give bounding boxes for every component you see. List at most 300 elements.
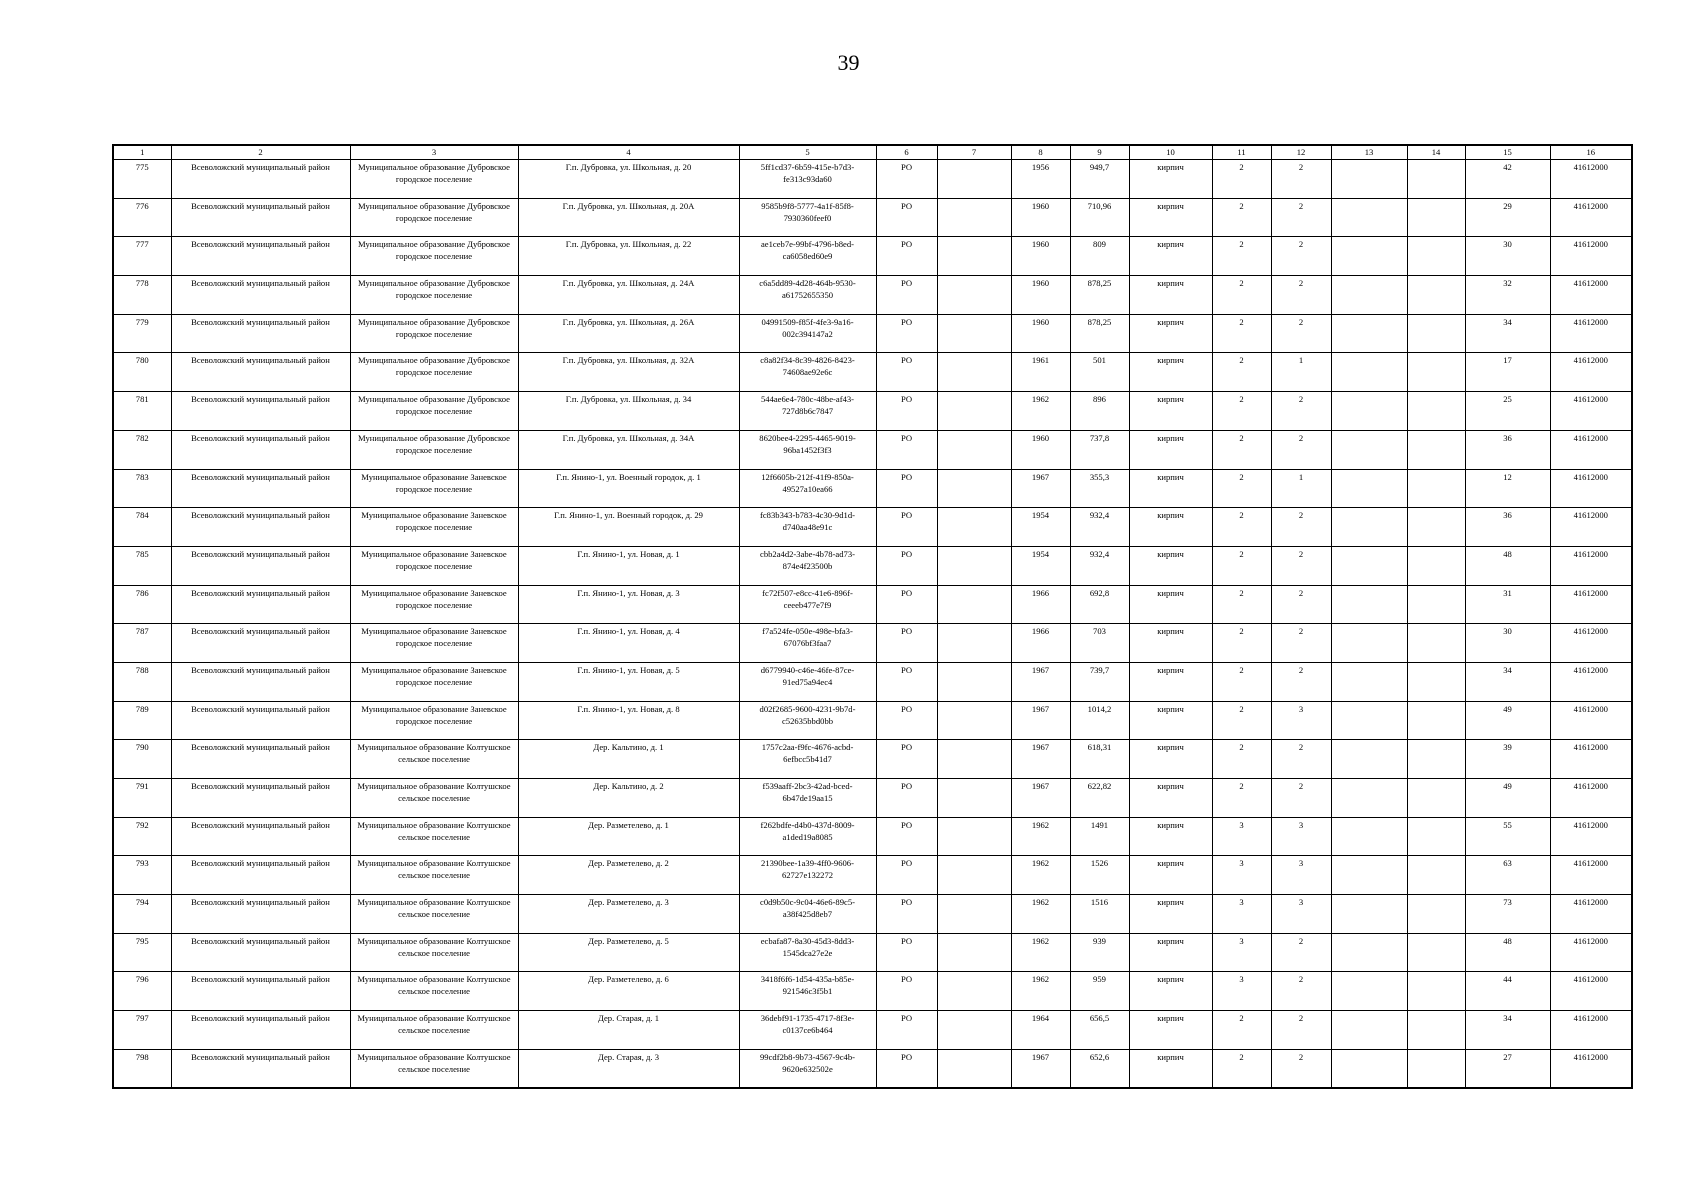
cell-management-type: РО [876, 353, 937, 392]
table-row [113, 237, 1632, 276]
cell-management-type: РО [876, 237, 937, 276]
cell-floors-max: 1 [1271, 353, 1331, 392]
cell-address: Г.п. Дубровка, ул. Школьная, д. 34А [518, 430, 739, 469]
cell-floors-min: 2 [1212, 430, 1271, 469]
cell-col-14 [1407, 237, 1465, 276]
cell-col-14 [1407, 817, 1465, 856]
cell-management-type: РО [876, 779, 937, 818]
cell-district: Всеволожский муниципальный район [171, 856, 350, 895]
cell-house-guid: c6a5dd89-4d28-464b-9530-a61752655350 [739, 276, 876, 315]
cell-floors-max: 2 [1271, 508, 1331, 547]
cell-col-7 [937, 1049, 1011, 1088]
cell-house-guid: cbb2a4d2-3abe-4b78-ad73-874e4f23500b [739, 546, 876, 585]
cell-floors-max: 2 [1271, 624, 1331, 663]
cell-col-14 [1407, 585, 1465, 624]
cell-col-13 [1331, 856, 1407, 895]
cell-col-7 [937, 817, 1011, 856]
table-body [113, 160, 1632, 1089]
cell-management-type: РО [876, 469, 937, 508]
cell-district: Всеволожский муниципальный район [171, 160, 350, 199]
cell-row-number: 775 [113, 160, 171, 199]
cell-address: Дер. Разметелево, д. 1 [518, 817, 739, 856]
cell-municipality: Муниципальное образование Заневское городское поселение [350, 701, 518, 740]
cell-col-14 [1407, 353, 1465, 392]
cell-col-7 [937, 856, 1011, 895]
cell-district: Всеволожский муниципальный район [171, 276, 350, 315]
cell-row-number: 782 [113, 430, 171, 469]
cell-floors-max: 2 [1271, 779, 1331, 818]
cell-col-14 [1407, 1011, 1465, 1050]
column-header-11: 11 [1212, 145, 1271, 160]
cell-floors-min: 2 [1212, 701, 1271, 740]
page-number: 39 [837, 50, 860, 75]
cell-col-13 [1331, 624, 1407, 663]
cell-municipality: Муниципальное образование Колтушское сельское поселение [350, 740, 518, 779]
cell-municipality: Муниципальное образование Колтушское сельское поселение [350, 856, 518, 895]
table-row [113, 469, 1632, 508]
cell-wall-material: кирпич [1129, 817, 1212, 856]
cell-row-number: 781 [113, 392, 171, 431]
column-header-9: 9 [1070, 145, 1129, 160]
cell-year-built: 1954 [1011, 546, 1070, 585]
cell-district: Всеволожский муниципальный район [171, 817, 350, 856]
cell-floors-min: 2 [1212, 779, 1271, 818]
table-row [113, 508, 1632, 547]
cell-wall-material: кирпич [1129, 430, 1212, 469]
table-row [113, 546, 1632, 585]
cell-floors-max: 1 [1271, 469, 1331, 508]
cell-col-13 [1331, 160, 1407, 199]
column-header-12: 12 [1271, 145, 1331, 160]
cell-year-built: 1966 [1011, 624, 1070, 663]
cell-row-number: 792 [113, 817, 171, 856]
cell-district: Всеволожский муниципальный район [171, 237, 350, 276]
cell-col-13 [1331, 276, 1407, 315]
cell-address: Г.п. Дубровка, ул. Школьная, д. 34 [518, 392, 739, 431]
cell-floors-min: 3 [1212, 895, 1271, 934]
cell-floors-max: 2 [1271, 198, 1331, 237]
cell-wall-material: кирпич [1129, 701, 1212, 740]
cell-oktmo: 41612000 [1550, 856, 1632, 895]
column-header-3: 3 [350, 145, 518, 160]
cell-management-type: РО [876, 817, 937, 856]
cell-oktmo: 41612000 [1550, 662, 1632, 701]
cell-year-built: 1967 [1011, 1049, 1070, 1088]
column-header-4: 4 [518, 145, 739, 160]
column-header-5: 5 [739, 145, 876, 160]
table-row [113, 585, 1632, 624]
cell-area: 896 [1070, 392, 1129, 431]
cell-municipality: Муниципальное образование Заневское городское поселение [350, 585, 518, 624]
cell-year-built: 1967 [1011, 740, 1070, 779]
cell-management-type: РО [876, 198, 937, 237]
cell-address: Г.п. Дубровка, ул. Школьная, д. 22 [518, 237, 739, 276]
cell-municipality: Муниципальное образование Дубровское городское поселение [350, 392, 518, 431]
cell-residents: 55 [1465, 817, 1550, 856]
cell-col-14 [1407, 1049, 1465, 1088]
cell-floors-max: 2 [1271, 662, 1331, 701]
cell-floors-max: 2 [1271, 430, 1331, 469]
cell-col-13 [1331, 430, 1407, 469]
cell-address: Дер. Кальтино, д. 2 [518, 779, 739, 818]
cell-management-type: РО [876, 546, 937, 585]
cell-address: Г.п. Дубровка, ул. Школьная, д. 24А [518, 276, 739, 315]
cell-col-13 [1331, 546, 1407, 585]
cell-floors-max: 2 [1271, 314, 1331, 353]
cell-floors-min: 2 [1212, 160, 1271, 199]
cell-management-type: РО [876, 430, 937, 469]
cell-district: Всеволожский муниципальный район [171, 1011, 350, 1050]
cell-municipality: Муниципальное образование Заневское городское поселение [350, 469, 518, 508]
cell-col-14 [1407, 933, 1465, 972]
cell-oktmo: 41612000 [1550, 624, 1632, 663]
cell-house-guid: 12f6605b-212f-41f9-850a-49527a10ea66 [739, 469, 876, 508]
cell-col-13 [1331, 353, 1407, 392]
cell-col-14 [1407, 198, 1465, 237]
cell-district: Всеволожский муниципальный район [171, 585, 350, 624]
cell-district: Всеволожский муниципальный район [171, 314, 350, 353]
cell-col-13 [1331, 469, 1407, 508]
cell-floors-max: 2 [1271, 276, 1331, 315]
cell-col-13 [1331, 779, 1407, 818]
column-header-13: 13 [1331, 145, 1407, 160]
cell-residents: 17 [1465, 353, 1550, 392]
cell-management-type: РО [876, 933, 937, 972]
cell-management-type: РО [876, 508, 937, 547]
table-row [113, 1049, 1632, 1088]
cell-oktmo: 41612000 [1550, 160, 1632, 199]
cell-col-7 [937, 546, 1011, 585]
cell-district: Всеволожский муниципальный район [171, 430, 350, 469]
cell-residents: 30 [1465, 624, 1550, 663]
cell-floors-min: 3 [1212, 972, 1271, 1011]
table-row [113, 895, 1632, 934]
cell-col-14 [1407, 469, 1465, 508]
cell-row-number: 788 [113, 662, 171, 701]
cell-management-type: РО [876, 392, 937, 431]
cell-col-7 [937, 701, 1011, 740]
cell-area: 1491 [1070, 817, 1129, 856]
cell-house-guid: f539aaff-2bc3-42ad-bced-6b47de19aa15 [739, 779, 876, 818]
cell-floors-min: 2 [1212, 392, 1271, 431]
cell-wall-material: кирпич [1129, 585, 1212, 624]
cell-row-number: 787 [113, 624, 171, 663]
cell-col-13 [1331, 972, 1407, 1011]
cell-house-guid: 99cdf2b8-9b73-4567-9c4b-9620e632502e [739, 1049, 876, 1088]
housing-registry-table [112, 144, 1633, 1089]
cell-floors-max: 3 [1271, 856, 1331, 895]
cell-municipality: Муниципальное образование Заневское городское поселение [350, 662, 518, 701]
cell-municipality: Муниципальное образование Дубровское городское поселение [350, 160, 518, 199]
column-header-2: 2 [171, 145, 350, 160]
cell-row-number: 786 [113, 585, 171, 624]
cell-oktmo: 41612000 [1550, 508, 1632, 547]
cell-municipality: Муниципальное образование Дубровское городское поселение [350, 430, 518, 469]
cell-residents: 34 [1465, 314, 1550, 353]
column-header-6: 6 [876, 145, 937, 160]
cell-municipality: Муниципальное образование Дубровское городское поселение [350, 237, 518, 276]
cell-year-built: 1962 [1011, 392, 1070, 431]
cell-address: Г.п. Дубровка, ул. Школьная, д. 20 [518, 160, 739, 199]
cell-col-14 [1407, 856, 1465, 895]
cell-house-guid: 36debf91-1735-4717-8f3e-c0137ce6b464 [739, 1011, 876, 1050]
cell-residents: 34 [1465, 1011, 1550, 1050]
cell-house-guid: f7a524fe-050e-498e-bfa3-67076bf3faa7 [739, 624, 876, 663]
cell-year-built: 1960 [1011, 276, 1070, 315]
cell-address: Дер. Старая, д. 3 [518, 1049, 739, 1088]
cell-area: 939 [1070, 933, 1129, 972]
cell-floors-min: 3 [1212, 817, 1271, 856]
cell-house-guid: d02f2685-9600-4231-9b7d-c52635bbd0bb [739, 701, 876, 740]
cell-district: Всеволожский муниципальный район [171, 624, 350, 663]
cell-residents: 30 [1465, 237, 1550, 276]
cell-house-guid: fc72f507-e8cc-41e6-896f-ceeeb477e7f9 [739, 585, 876, 624]
cell-col-7 [937, 392, 1011, 431]
cell-wall-material: кирпич [1129, 972, 1212, 1011]
cell-floors-min: 3 [1212, 933, 1271, 972]
cell-residents: 48 [1465, 933, 1550, 972]
cell-district: Всеволожский муниципальный район [171, 546, 350, 585]
cell-residents: 27 [1465, 1049, 1550, 1088]
cell-oktmo: 41612000 [1550, 740, 1632, 779]
cell-address: Дер. Разметелево, д. 3 [518, 895, 739, 934]
cell-address: Г.п. Дубровка, ул. Школьная, д. 26А [518, 314, 739, 353]
cell-col-7 [937, 276, 1011, 315]
cell-district: Всеволожский муниципальный район [171, 198, 350, 237]
cell-management-type: РО [876, 856, 937, 895]
cell-house-guid: 9585b9f8-5777-4a1f-85f8-7930360feef0 [739, 198, 876, 237]
column-number-row [113, 145, 1632, 160]
cell-address: Дер. Разметелево, д. 2 [518, 856, 739, 895]
cell-col-13 [1331, 933, 1407, 972]
table-row [113, 740, 1632, 779]
column-header-7: 7 [937, 145, 1011, 160]
cell-oktmo: 41612000 [1550, 1011, 1632, 1050]
cell-floors-max: 2 [1271, 1011, 1331, 1050]
cell-address: Г.п. Дубровка, ул. Школьная, д. 20А [518, 198, 739, 237]
table-row [113, 198, 1632, 237]
cell-house-guid: 21390bee-1a39-4ff0-9606-62727e132272 [739, 856, 876, 895]
cell-management-type: РО [876, 314, 937, 353]
cell-col-7 [937, 779, 1011, 818]
cell-municipality: Муниципальное образование Заневское городское поселение [350, 508, 518, 547]
cell-address: Г.п. Янино-1, ул. Новая, д. 3 [518, 585, 739, 624]
cell-area: 710,96 [1070, 198, 1129, 237]
cell-residents: 63 [1465, 856, 1550, 895]
cell-district: Всеволожский муниципальный район [171, 933, 350, 972]
cell-house-guid: 544ae6e4-780c-48be-af43-727d8b6c7847 [739, 392, 876, 431]
cell-col-7 [937, 740, 1011, 779]
cell-residents: 31 [1465, 585, 1550, 624]
table-row [113, 624, 1632, 663]
cell-col-7 [937, 160, 1011, 199]
cell-year-built: 1960 [1011, 198, 1070, 237]
cell-management-type: РО [876, 585, 937, 624]
cell-year-built: 1960 [1011, 237, 1070, 276]
table-row [113, 856, 1632, 895]
cell-col-14 [1407, 895, 1465, 934]
cell-area: 878,25 [1070, 276, 1129, 315]
cell-row-number: 797 [113, 1011, 171, 1050]
cell-house-guid: 3418f6f6-1d54-435a-b85e-921546c3f5b1 [739, 972, 876, 1011]
cell-residents: 32 [1465, 276, 1550, 315]
cell-col-14 [1407, 662, 1465, 701]
cell-row-number: 777 [113, 237, 171, 276]
cell-year-built: 1964 [1011, 1011, 1070, 1050]
cell-col-14 [1407, 392, 1465, 431]
cell-residents: 73 [1465, 895, 1550, 934]
cell-oktmo: 41612000 [1550, 779, 1632, 818]
table-row [113, 353, 1632, 392]
cell-floors-min: 2 [1212, 546, 1271, 585]
cell-district: Всеволожский муниципальный район [171, 895, 350, 934]
cell-house-guid: fc83b343-b783-4c30-9d1d-d740aa48e91c [739, 508, 876, 547]
cell-row-number: 779 [113, 314, 171, 353]
cell-address: Г.п. Дубровка, ул. Школьная, д. 32А [518, 353, 739, 392]
cell-floors-min: 2 [1212, 740, 1271, 779]
cell-municipality: Муниципальное образование Колтушское сельское поселение [350, 895, 518, 934]
table-row [113, 314, 1632, 353]
cell-address: Г.п. Янино-1, ул. Новая, д. 4 [518, 624, 739, 663]
cell-wall-material: кирпич [1129, 469, 1212, 508]
table-row [113, 392, 1632, 431]
cell-floors-max: 2 [1271, 972, 1331, 1011]
cell-row-number: 778 [113, 276, 171, 315]
cell-address: Дер. Старая, д. 1 [518, 1011, 739, 1050]
table-row [113, 779, 1632, 818]
cell-management-type: РО [876, 740, 937, 779]
cell-area: 739,7 [1070, 662, 1129, 701]
cell-wall-material: кирпич [1129, 740, 1212, 779]
cell-col-7 [937, 933, 1011, 972]
cell-floors-min: 2 [1212, 276, 1271, 315]
cell-oktmo: 41612000 [1550, 276, 1632, 315]
cell-year-built: 1961 [1011, 353, 1070, 392]
cell-row-number: 796 [113, 972, 171, 1011]
cell-oktmo: 41612000 [1550, 933, 1632, 972]
cell-district: Всеволожский муниципальный район [171, 740, 350, 779]
cell-col-14 [1407, 624, 1465, 663]
cell-year-built: 1960 [1011, 430, 1070, 469]
cell-floors-max: 2 [1271, 160, 1331, 199]
cell-address: Г.п. Янино-1, ул. Военный городок, д. 1 [518, 469, 739, 508]
cell-col-13 [1331, 740, 1407, 779]
cell-wall-material: кирпич [1129, 353, 1212, 392]
cell-district: Всеволожский муниципальный район [171, 701, 350, 740]
cell-wall-material: кирпич [1129, 508, 1212, 547]
cell-floors-max: 3 [1271, 817, 1331, 856]
cell-area: 622,82 [1070, 779, 1129, 818]
cell-area: 692,8 [1070, 585, 1129, 624]
cell-residents: 39 [1465, 740, 1550, 779]
cell-management-type: РО [876, 895, 937, 934]
cell-oktmo: 41612000 [1550, 469, 1632, 508]
cell-floors-max: 2 [1271, 585, 1331, 624]
cell-floors-min: 2 [1212, 508, 1271, 547]
cell-oktmo: 41612000 [1550, 585, 1632, 624]
cell-col-7 [937, 508, 1011, 547]
cell-residents: 49 [1465, 701, 1550, 740]
cell-house-guid: 8620bee4-2295-4465-9019-96ba1452f3f3 [739, 430, 876, 469]
cell-col-13 [1331, 1049, 1407, 1088]
cell-floors-min: 2 [1212, 1011, 1271, 1050]
cell-col-13 [1331, 585, 1407, 624]
cell-management-type: РО [876, 624, 937, 663]
cell-area: 932,4 [1070, 546, 1129, 585]
cell-floors-min: 2 [1212, 585, 1271, 624]
cell-col-7 [937, 585, 1011, 624]
cell-area: 618,31 [1070, 740, 1129, 779]
cell-wall-material: кирпич [1129, 933, 1212, 972]
cell-area: 737,8 [1070, 430, 1129, 469]
cell-municipality: Муниципальное образование Дубровское городское поселение [350, 314, 518, 353]
cell-district: Всеволожский муниципальный район [171, 392, 350, 431]
cell-floors-max: 2 [1271, 1049, 1331, 1088]
cell-management-type: РО [876, 1011, 937, 1050]
cell-col-13 [1331, 662, 1407, 701]
cell-row-number: 780 [113, 353, 171, 392]
cell-municipality: Муниципальное образование Колтушское сельское поселение [350, 779, 518, 818]
cell-district: Всеволожский муниципальный район [171, 353, 350, 392]
cell-wall-material: кирпич [1129, 856, 1212, 895]
cell-year-built: 1962 [1011, 817, 1070, 856]
cell-oktmo: 41612000 [1550, 1049, 1632, 1088]
cell-oktmo: 41612000 [1550, 392, 1632, 431]
cell-year-built: 1966 [1011, 585, 1070, 624]
cell-management-type: РО [876, 972, 937, 1011]
cell-wall-material: кирпич [1129, 237, 1212, 276]
cell-col-14 [1407, 276, 1465, 315]
cell-residents: 25 [1465, 392, 1550, 431]
cell-row-number: 791 [113, 779, 171, 818]
cell-address: Г.п. Янино-1, ул. Новая, д. 1 [518, 546, 739, 585]
cell-row-number: 783 [113, 469, 171, 508]
column-header-10: 10 [1129, 145, 1212, 160]
cell-col-13 [1331, 895, 1407, 934]
cell-floors-max: 2 [1271, 933, 1331, 972]
cell-col-14 [1407, 314, 1465, 353]
cell-year-built: 1962 [1011, 933, 1070, 972]
cell-floors-max: 2 [1271, 392, 1331, 431]
cell-area: 959 [1070, 972, 1129, 1011]
cell-year-built: 1967 [1011, 662, 1070, 701]
cell-area: 878,25 [1070, 314, 1129, 353]
cell-col-7 [937, 469, 1011, 508]
cell-area: 1526 [1070, 856, 1129, 895]
cell-area: 656,5 [1070, 1011, 1129, 1050]
cell-floors-max: 2 [1271, 740, 1331, 779]
cell-col-14 [1407, 779, 1465, 818]
cell-area: 1516 [1070, 895, 1129, 934]
cell-house-guid: 04991509-f85f-4fe3-9a16-002c394147a2 [739, 314, 876, 353]
cell-area: 1014,2 [1070, 701, 1129, 740]
table-row [113, 160, 1632, 199]
cell-wall-material: кирпич [1129, 895, 1212, 934]
cell-row-number: 790 [113, 740, 171, 779]
cell-floors-min: 2 [1212, 469, 1271, 508]
cell-row-number: 795 [113, 933, 171, 972]
cell-floors-min: 3 [1212, 856, 1271, 895]
cell-residents: 12 [1465, 469, 1550, 508]
cell-floors-min: 2 [1212, 662, 1271, 701]
cell-floors-max: 3 [1271, 701, 1331, 740]
cell-row-number: 798 [113, 1049, 171, 1088]
cell-wall-material: кирпич [1129, 779, 1212, 818]
cell-address: Дер. Кальтино, д. 1 [518, 740, 739, 779]
cell-address: Дер. Разметелево, д. 5 [518, 933, 739, 972]
cell-oktmo: 41612000 [1550, 817, 1632, 856]
cell-col-14 [1407, 546, 1465, 585]
